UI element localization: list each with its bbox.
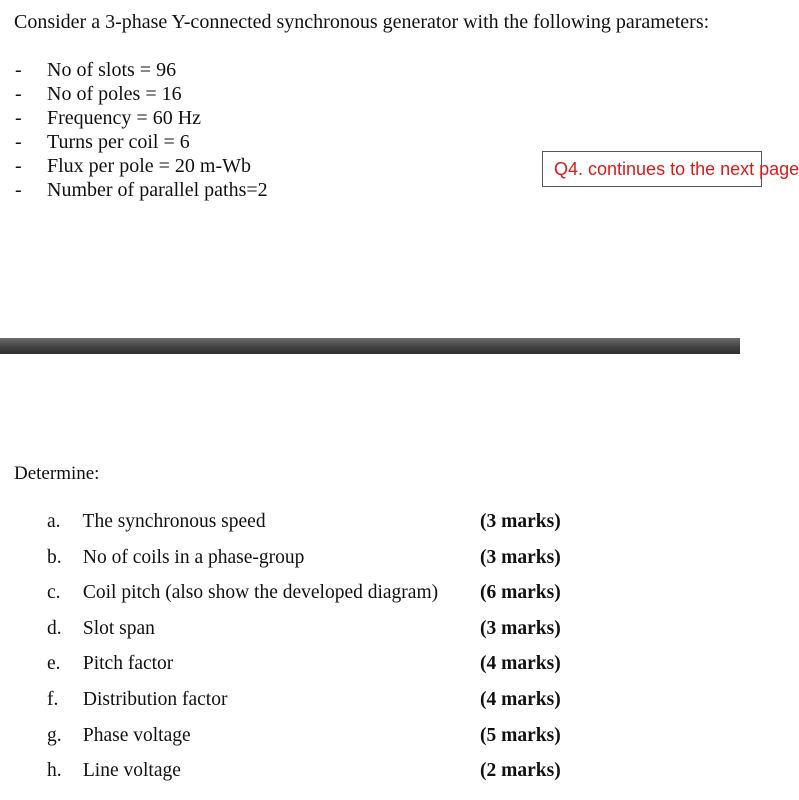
- dash-bullet: -: [15, 155, 22, 177]
- parameter-text: Frequency = 60 Hz: [47, 107, 202, 129]
- page-break-divider: [0, 338, 740, 354]
- task-marks: (4 marks): [480, 653, 561, 675]
- dash-bullet: -: [15, 107, 22, 129]
- task-text: Distribution factor: [82, 688, 228, 710]
- task-item: [47, 507, 587, 543]
- parameter-item: [14, 58, 268, 82]
- task-text: Slot span: [82, 617, 155, 639]
- task-text: Coil pitch (also show the developed diagram): [82, 582, 439, 604]
- parameter-item: [14, 82, 268, 106]
- task-list: [47, 507, 587, 792]
- dash-bullet: -: [15, 179, 22, 201]
- task-item: [47, 649, 587, 685]
- parameter-text: Number of parallel paths=2: [47, 179, 268, 201]
- task-letter: g.: [47, 724, 62, 746]
- task-marks: (6 marks): [480, 582, 561, 604]
- dash-bullet: -: [15, 83, 22, 105]
- task-item: [47, 614, 587, 650]
- parameter-item: [14, 130, 268, 154]
- determine-heading: Determine:: [14, 463, 100, 484]
- task-text: No of coils in a phase-group: [82, 546, 305, 568]
- task-marks: (2 marks): [480, 760, 561, 782]
- task-letter: d.: [47, 617, 62, 639]
- task-text: Line voltage: [82, 760, 181, 782]
- task-text: The synchronous speed: [82, 511, 266, 532]
- task-marks: (4 marks): [480, 688, 561, 710]
- parameter-item: [14, 106, 268, 130]
- task-marks: (3 marks): [480, 511, 561, 532]
- parameter-item: [14, 178, 268, 202]
- task-letter: h.: [47, 760, 62, 782]
- parameter-text: No of poles = 16: [47, 83, 182, 105]
- dash-bullet: -: [15, 131, 22, 153]
- task-letter: f.: [47, 688, 59, 710]
- task-text: Pitch factor: [82, 653, 174, 675]
- task-letter: e.: [47, 653, 61, 675]
- parameter-list: [14, 58, 268, 202]
- parameter-text: No of slots = 96: [47, 59, 177, 81]
- task-item: [47, 543, 587, 579]
- dash-bullet: -: [15, 59, 22, 81]
- parameter-text: Turns per coil = 6: [47, 131, 190, 153]
- parameter-text: Flux per pole = 20 m-Wb: [47, 155, 252, 177]
- task-text: Phase voltage: [82, 724, 191, 746]
- task-item: [47, 685, 587, 721]
- task-marks: (3 marks): [480, 546, 561, 568]
- task-marks: (3 marks): [480, 617, 561, 639]
- task-item: [47, 721, 587, 757]
- continuation-note: Q4. continues to the next page: [542, 151, 762, 187]
- parameter-item: [14, 154, 268, 178]
- task-letter: a.: [47, 511, 61, 532]
- task-item: [47, 578, 587, 614]
- task-letter: b.: [47, 546, 62, 568]
- task-letter: c.: [47, 582, 61, 604]
- task-marks: (5 marks): [480, 724, 561, 746]
- task-item: [47, 756, 587, 792]
- problem-intro: Consider a 3-phase Y-connected synchronous generator with the following parameters:: [14, 11, 710, 33]
